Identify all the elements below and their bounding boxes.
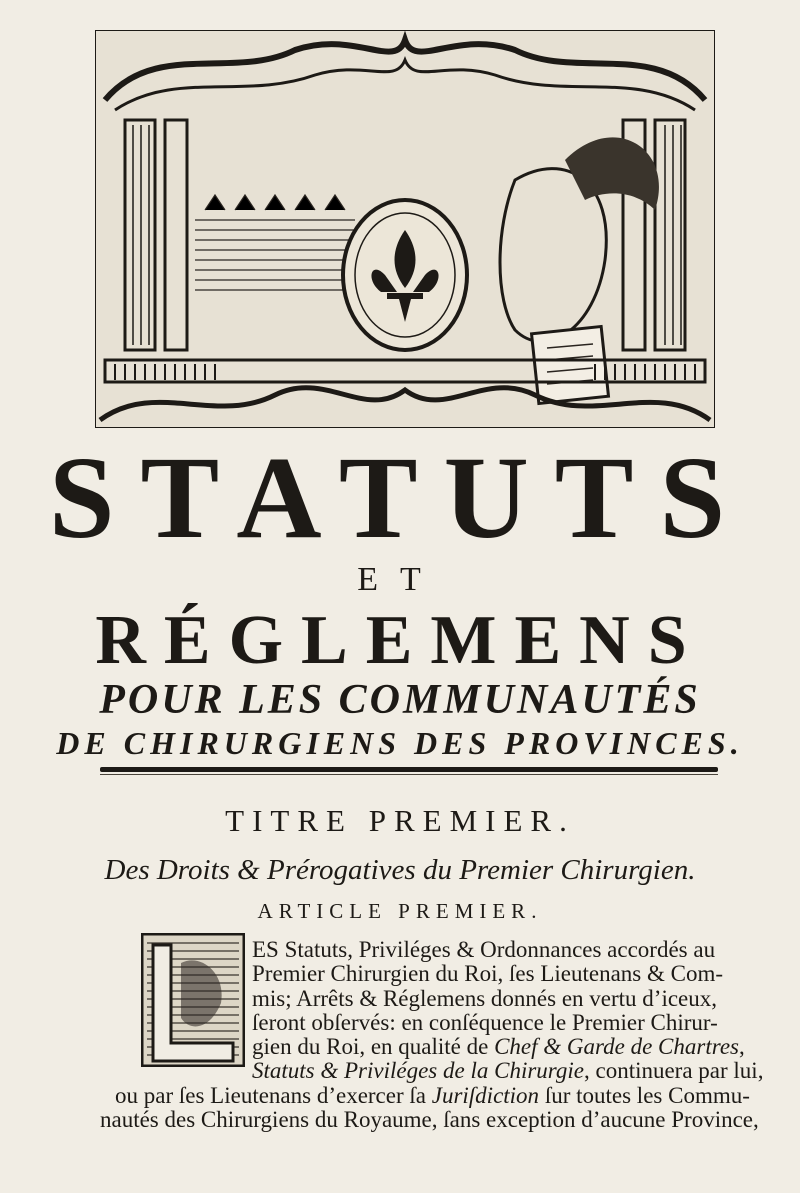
body-line [115,1083,750,1109]
body-text: , [739,1034,745,1059]
ornamental-rule [100,767,718,772]
body-line [252,1058,763,1084]
body-italic: Statuts & Priviléges de la Chirurgie [252,1058,584,1083]
body-line [252,1034,745,1060]
ornamental-rule-thin [100,774,718,775]
body-line: mis; Arrêts & Réglemens donnés en vertu d’iceux, [252,986,718,1011]
title-statuts: STATUTS [48,432,752,563]
body-text: , continuera par lui, [583,1058,764,1083]
ornamental-initial-icon [141,933,245,1067]
body-text: ou par ſes Lieutenans d’exercer ſa [115,1083,432,1108]
frontispiece-engraving [95,30,715,428]
title-de-chirurgiens: DE CHIRURGIENS DES PROVINCES. [56,725,744,761]
section-subtitle: Des Droits & Prérogatives du Premier Chirurgien. [104,854,696,886]
body-line: ES Statuts, Priviléges & Ordonnances accordés au [252,937,716,962]
drop-cap [141,933,245,1067]
body-line: Premier Chirurgien du Roi, ſes Lieutenans & Com- [252,961,724,986]
body-italic: Chef & Garde de Chartres [494,1034,739,1059]
body-italic: Juriſdiction [431,1083,540,1108]
title-et: ET [357,561,443,598]
body-text: gien du Roi, en qualité de [252,1034,495,1059]
body-line: ſeront obſervés: en conſéquence le Premier Chirur- [252,1010,718,1035]
title-pour-les-communautes: POUR LES COMMUNAUTÉS [99,677,701,723]
section-heading: TITRE PREMIER. [225,803,575,838]
title-reglemens: RÉGLEMENS [95,602,705,679]
body-text: ſur toutes les Commu- [539,1083,750,1108]
engraving-icon [95,30,715,428]
body-line: nautés des Chirurgiens du Royaume, ſans exception d’aucune Province, [100,1107,759,1132]
article-heading: ARTICLE PREMIER. [257,899,543,923]
